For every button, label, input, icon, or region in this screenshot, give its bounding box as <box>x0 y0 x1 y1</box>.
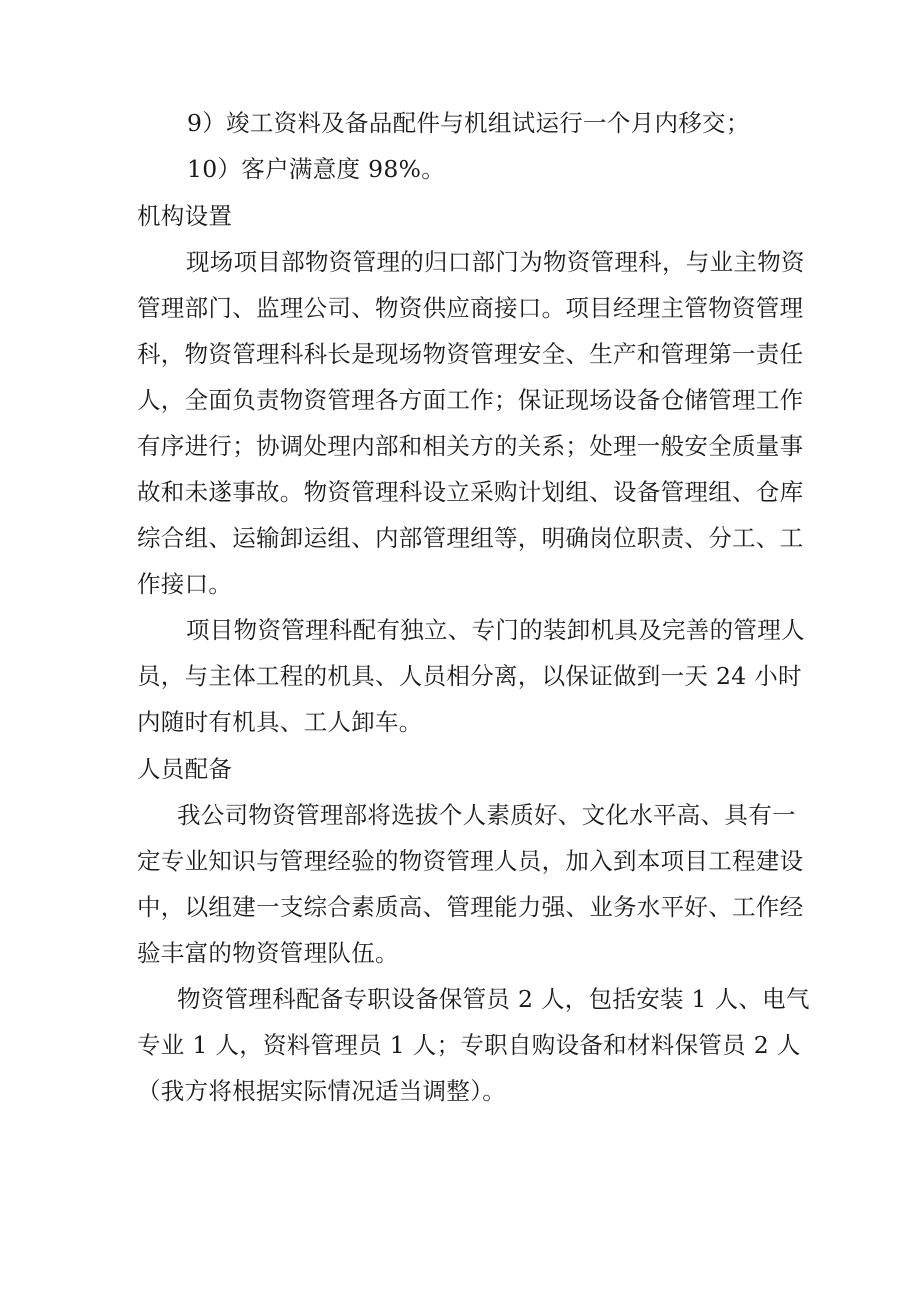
paragraph-line: 验丰富的物资管理队伍。 <box>137 939 399 967</box>
list-item: 10）客户满意度 98%。 <box>187 155 446 183</box>
paragraph-line: 管理部门、监理公司、物资供应商接口。项目经理主管物资管理 <box>137 294 804 322</box>
section-heading-staffing: 人员配备 <box>137 755 233 783</box>
document-page <box>137 100 810 1114</box>
paragraph-staffing-2 <box>137 976 810 1114</box>
paragraph-staffing-1 <box>137 792 804 976</box>
paragraph-line: 综合组、运输卸运组、内部管理组等，明确岗位职责、分工、工 <box>137 524 804 552</box>
paragraph-line: 员，与主体工程的机具、人员相分离，以保证做到一天 24 小时 <box>137 662 802 690</box>
paragraph-line: 项目物资管理科配有独立、专门的装卸机具及完善的管理人 <box>186 616 805 644</box>
paragraph-line: 中，以组建一支综合素质高、管理能力强、业务水平好、工作经 <box>137 893 804 921</box>
list-item: 9）竣工资料及备品配件与机组试运行一个月内移交； <box>187 109 750 137</box>
paragraph-line: 现场项目部物资管理的归口部门为物资管理科，与业主物资 <box>186 248 805 276</box>
paragraph-organization-1 <box>137 239 805 607</box>
paragraph-line: 物资管理科配备专职设备保管员 2 人，包括安装 1 人、电气 <box>177 985 810 1013</box>
paragraph-line: 人，全面负责物资管理各方面工作；保证现场设备仓储管理工作 <box>137 386 804 414</box>
paragraph-line: 定专业知识与管理经验的物资管理人员，加入到本项目工程建设 <box>137 847 804 875</box>
paragraph-line: （我方将根据实际情况适当调整）。 <box>137 1077 507 1105</box>
paragraph-line: 科，物资管理科科长是现场物资管理安全、生产和管理第一责任 <box>137 340 804 368</box>
paragraph-line: 有序进行；协调处理内部和相关方的关系；处理一般安全质量事 <box>137 432 804 460</box>
paragraph-line: 作接口。 <box>137 570 233 598</box>
section-heading-organization: 机构设置 <box>137 202 233 230</box>
paragraph-line: 故和未遂事故。物资管理科设立采购计划组、设备管理组、仓库 <box>137 478 804 506</box>
paragraph-line: 专业 1 人，资料管理员 1 人；专职自购设备和材料保管员 2 人 <box>137 1031 801 1059</box>
paragraph-organization-2 <box>137 607 805 745</box>
paragraph-line: 我公司物资管理部将选拔个人素质好、文化水平高、具有一 <box>177 801 796 829</box>
paragraph-line: 内随时有机具、工人卸车。 <box>137 708 423 736</box>
